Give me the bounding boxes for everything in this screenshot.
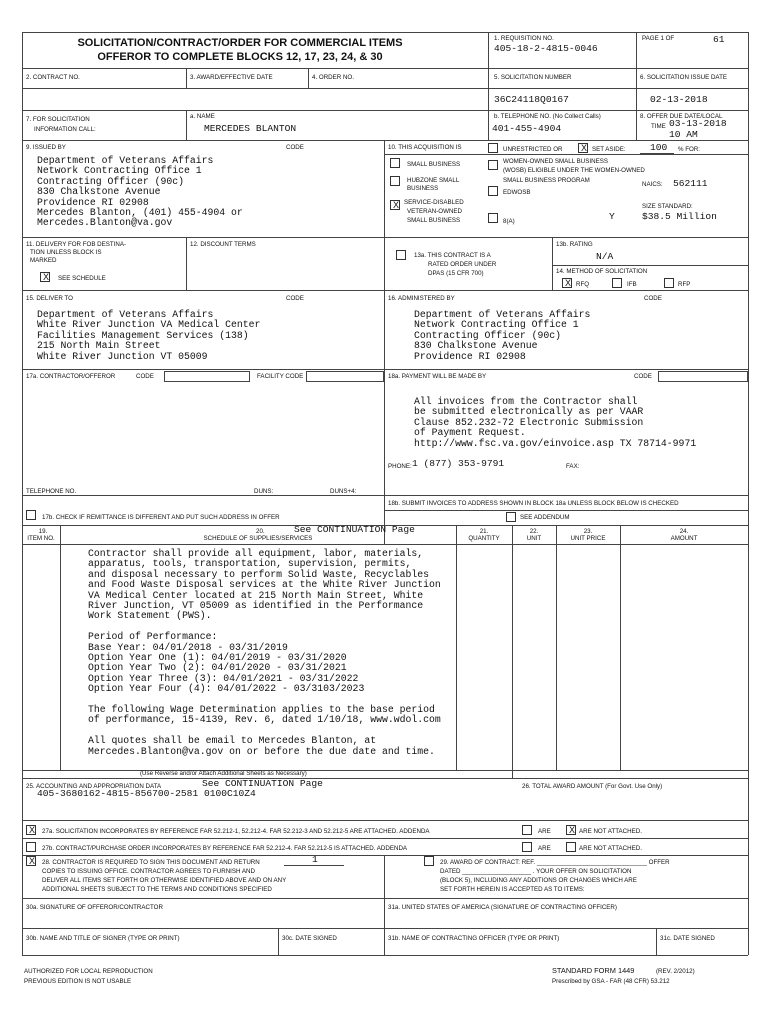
requisition-no-value[interactable]: 405-18-2-4815-0046	[494, 43, 598, 54]
accounting-data-value[interactable]: 405-3680162-4815-856700-2581 0100C10Z4	[37, 788, 256, 799]
rfp-label: RFP	[678, 281, 691, 288]
schedule-line: Work Statement (PWS).	[88, 610, 212, 622]
rfq-checkbox[interactable]	[562, 278, 572, 288]
total-award-label: 26. TOTAL AWARD AMOUNT (For Govt. Use Only)	[522, 783, 663, 790]
contractor-sign-label-3: DELIVER ALL ITEMS SET FORTH OR OTHERWISE IDENTIFIED ABOVE AND ON ANY	[42, 877, 287, 884]
col-quantity-1: 21.	[479, 528, 489, 535]
administered-by-code-label: CODE	[644, 295, 662, 302]
remittance-checkbox[interactable]	[26, 510, 36, 520]
schedule-line: Option Year Four (4): 04/01/2022 - 03/3103/2023	[88, 683, 365, 695]
payment-line: http://www.fsc.va.gov/einvoice.asp TX 78714-9971	[414, 437, 697, 449]
col-unit-1: 22.	[529, 528, 539, 535]
deliver-to-line: 215 North Main Street	[37, 340, 161, 352]
set-aside-mark: X	[580, 143, 587, 153]
col-schedule-1: 20.	[256, 528, 265, 535]
hubzone-checkbox[interactable]	[390, 176, 400, 186]
deliver-to-line: White River Junction VA Medical Center	[37, 319, 261, 331]
award-date-label: 3. AWARD/EFFECTIVE DATE	[190, 74, 273, 81]
issued-by-line: 830 Chalkstone Avenue	[37, 186, 161, 198]
remittance-label: 17b. CHECK IF REMITTANCE IS DIFFERENT AND PUT SUCH ADDRESS IN OFFER	[42, 514, 280, 521]
col-amount-1: 24.	[679, 528, 689, 535]
schedule-line: and disposal necessary to perform Solid Waste, Recyclables	[88, 568, 429, 580]
information-call-label: INFORMATION CALL:	[34, 126, 96, 133]
acquisition-label: 10. THIS ACQUISITION IS	[388, 144, 462, 151]
offeror-signature-label: 30a. SIGNATURE OF OFFEROR/CONTRACTOR	[26, 904, 163, 911]
telephone-value[interactable]: 401-455-4904	[492, 123, 562, 134]
contractor-sign-label-4: ADDITIONAL SHEETS SUBJECT TO THE TERMS AND CONDITIONS SPECIFIED	[42, 886, 272, 893]
schedule-line: of performance, 15-4139, Rev. 6, dated 1/10/18, www.wdol.com	[88, 714, 441, 726]
telephone-no-label: TELEPHONE NO.	[26, 488, 77, 495]
solicitation-incorporates-checkbox[interactable]	[26, 825, 36, 835]
issued-by-line: Department of Veterans Affairs	[37, 155, 214, 166]
28-mark: X	[28, 856, 35, 866]
co-name-label: 31b. NAME OF CONTRACTING OFFICER (TYPE OR PRINT)	[388, 935, 560, 942]
order-no-label: 4. ORDER NO.	[312, 74, 354, 81]
payment-code-input[interactable]	[658, 371, 748, 382]
delivery-fob-label-2: TION UNLESS BLOCK IS	[30, 249, 102, 256]
issued-by-line: Mercedes Blanton, (401) 455-4904 or	[37, 207, 243, 218]
signer-name-label: 30b. NAME AND TITLE OF SIGNER (TYPE OR PRINT)	[26, 935, 180, 942]
see-schedule-label: SEE SCHEDULE	[58, 275, 106, 282]
award-label-4: SET FORTH HEREIN IS ACCEPTED AS TO ITEMS:	[440, 886, 585, 893]
accounting-see-continuation: See CONTINUATION Page	[202, 778, 323, 789]
schedule-line: Option Year One (1): 04/01/2019 - 03/31/2020	[88, 652, 347, 663]
schedule-see-continuation: See CONTINUATION Page	[294, 524, 415, 535]
rfp-checkbox[interactable]	[664, 278, 674, 288]
27a-are-not-label: ARE NOT ATTACHED.	[579, 828, 642, 835]
offer-due-time-label: TIME	[651, 123, 666, 130]
schedule-line: All quotes shall be email to Mercedes Blanton, at	[88, 735, 377, 747]
payment-fax-label: FAX:	[566, 463, 580, 470]
footer-prescribed: Prescribed by GSA - FAR (48 CFR) 53.212	[552, 978, 670, 985]
size-standard-value[interactable]: $38.5 Million	[642, 211, 717, 222]
delivery-fob-label-3: MARKED	[30, 257, 57, 264]
wosb-label-1: WOMEN-OWNED SMALL BUSINESS	[503, 158, 608, 165]
edwosb-checkbox[interactable]	[488, 186, 498, 196]
contractor-label: 17a. CONTRACTOR/OFFEROR	[26, 373, 116, 380]
sdvosb-label-1: SERVICE-DISABLED	[404, 199, 464, 206]
contractor-sign-label-2: COPIES TO ISSUING OFFICE. CONTRACTOR AGREES TO FURNISH AND	[42, 868, 255, 875]
deliver-to-line: Department of Veterans Affairs	[37, 309, 214, 320]
award-label-2: DATED ____________________ . YOUR OFFER ON SOLICITATION	[440, 868, 632, 875]
contractor-sign-checkbox[interactable]	[26, 856, 36, 866]
award-label-3: (BLOCK 5), INCLUDING ANY ADDITIONS OR CHANGES WHICH ARE	[440, 877, 637, 884]
wosb-label-2: (WOSB) ELIGIBLE UNDER THE WOMEN-OWNED	[503, 167, 645, 174]
contract-incorporates-label: 27b. CONTRACT/PURCHASE ORDER INCORPORATES BY REFERENCE FAR 52.212-4. FAR 52.212-5 IS ATTACHED. ADDENDA	[42, 845, 408, 852]
rfq-label: RFQ	[576, 281, 590, 288]
hubzone-label-2: BUSINESS	[407, 185, 439, 192]
see-addendum-label: SEE ADDENDUM	[520, 514, 570, 521]
sdvosb-label-2: VETERAN-OWNED	[407, 208, 463, 215]
offer-due-time-value[interactable]: 10 AM	[669, 129, 698, 140]
eight-a-label: 8(A)	[503, 218, 515, 225]
footer-reproduction: AUTHORIZED FOR LOCAL REPRODUCTION	[24, 968, 153, 975]
unrestricted-label: UNRESTRICTED OR	[503, 146, 563, 153]
27a-are-not-mark: X	[568, 825, 575, 835]
col-unit-price-2: UNIT PRICE	[570, 535, 606, 542]
schedule-line: Base Year: 04/01/2018 - 03/31/2019	[88, 641, 288, 653]
contractor-code-input[interactable]	[164, 371, 250, 382]
deliver-to-line: White River Junction VT 05009	[37, 350, 208, 362]
deliver-to-label: 15. DELIVER TO	[26, 295, 73, 302]
27a-are-checkbox[interactable]	[522, 825, 532, 835]
co-signature-label: 31a. UNITED STATES OF AMERICA (SIGNATURE OF CONTRACTING OFFICER)	[388, 904, 617, 911]
deliver-to-code-label: CODE	[286, 295, 304, 302]
unrestricted-checkbox[interactable]	[488, 143, 498, 153]
for-solicitation-label: 7. FOR SOLICITATION	[26, 116, 90, 123]
administered-by-line: Providence RI 02908	[414, 350, 526, 362]
schedule-line: apparatus, tools, transportation, supervision, permits,	[88, 558, 412, 570]
col-schedule-2: SCHEDULE OF SUPPLIES/SERVICES	[203, 535, 313, 542]
payment-code-label: CODE	[634, 373, 652, 380]
sdvosb-mark: X	[392, 200, 399, 210]
payment-line: All invoices from the Contractor shall	[414, 396, 638, 407]
payment-phone-value[interactable]: 1 (877) 353-9791	[412, 458, 505, 469]
footer-form-number: STANDARD FORM 1449	[552, 966, 635, 975]
copies-value[interactable]: 1	[312, 854, 318, 865]
see-schedule-mark: X	[42, 272, 49, 282]
27a-are-label: ARE	[538, 828, 551, 835]
total-pages-value: 61	[713, 34, 725, 45]
award-label-1: 29. AWARD OF CONTRACT: REF. ________________________________ OFFER	[440, 859, 670, 866]
footer-revision: (REV. 2/2012)	[656, 968, 695, 975]
schedule-line: Mercedes.Blanton@va.gov on or before the due date and time.	[88, 745, 435, 757]
rated-order-checkbox[interactable]	[396, 250, 406, 260]
facility-code-input[interactable]	[306, 371, 384, 382]
contract-incorporates-checkbox[interactable]	[26, 842, 36, 852]
issued-by-label: 9. ISSUED BY	[26, 144, 66, 151]
name-label: a. NAME	[190, 113, 215, 120]
size-standard-label: SIZE STANDARD:	[642, 203, 693, 210]
small-business-label: SMALL BUSINESS	[407, 161, 461, 168]
schedule-line: The following Wage Determination applies to the base period	[88, 704, 435, 715]
wosb-label-3: SMALL BUSINESS PROGRAM	[503, 177, 590, 184]
administered-by-line: Department of Veterans Affairs	[414, 309, 591, 320]
page-of-label: PAGE 1 OF	[642, 35, 675, 42]
payment-by-label: 18a. PAYMENT WILL BE MADE BY	[388, 373, 487, 380]
contractor-code-label: CODE	[136, 373, 154, 380]
rating-label: 13b. RATING	[556, 241, 593, 248]
see-schedule-checkbox[interactable]	[40, 272, 50, 282]
eight-a-checkbox[interactable]	[488, 213, 498, 223]
naics-label: NAICS:	[642, 181, 663, 188]
27b-are-not-label: ARE NOT ATTACHED.	[579, 845, 642, 852]
set-aside-percent-value[interactable]: 100	[650, 142, 668, 153]
issued-by-code-label: CODE	[286, 144, 304, 151]
delivery-fob-label-1: 11. DELIVERY FOR FOB DESTINA-	[26, 241, 127, 248]
award-of-contract-checkbox[interactable]	[424, 856, 434, 866]
deliver-to-line: Facilities Management Services (138)	[37, 329, 249, 341]
footer-previous-edition: PREVIOUS EDITION IS NOT USABLE	[24, 978, 132, 985]
hubzone-label-1: HUBZONE SMALL	[407, 177, 460, 184]
issued-by-line: Mercedes.Blanton@va.gov	[37, 217, 173, 229]
schedule-line: VA Medical Center located at 215 North Main Street, White	[88, 589, 424, 601]
sdvosb-checkbox[interactable]	[390, 200, 400, 210]
duns4-label: DUNS+4:	[330, 488, 357, 495]
percent-for-label: % FOR:	[678, 146, 701, 153]
col-item-no-1: 19.	[38, 528, 48, 535]
form-title-line-1: SOLICITATION/CONTRACT/ORDER FOR COMMERCIAL ITEMS	[77, 37, 403, 49]
method-of-solicitation-label: 14. METHOD OF SOLICITATION	[556, 268, 648, 275]
payment-line: Clause 852.232-72 Electronic Submission	[414, 416, 644, 428]
schedule-line: and Food Waste Disposal services at the White River Junction	[88, 579, 441, 591]
offer-due-label: 8. OFFER DUE DATE/LOCAL	[640, 113, 723, 120]
col-item-no-2: ITEM NO.	[27, 535, 55, 542]
eight-a-value: Y	[609, 211, 615, 222]
solicitation-incorporates-label: 27a. SOLICITATION INCORPORATES BY REFERENCE FAR 52.212-1, 52.212-4. FAR 52.212-3 AND 52.212-5 ARE ATTACHED. ADDENDA	[42, 828, 430, 835]
facility-code-label: FACILITY CODE	[257, 373, 304, 380]
signer-date-label: 30c. DATE SIGNED	[282, 935, 337, 942]
solicitation-no-label: 5. SOLICITATION NUMBER	[494, 74, 572, 81]
payment-phone-label: PHONE:	[388, 463, 412, 470]
schedule-line: Period of Performance:	[88, 631, 218, 643]
rating-value[interactable]: N/A	[596, 251, 614, 262]
administered-by-line: Network Contracting Office 1	[414, 319, 579, 331]
wosb-checkbox[interactable]	[488, 160, 498, 170]
rfq-mark: X	[564, 278, 571, 288]
schedule-line: River Junction, VT 05009 as identified in the Performance	[88, 600, 424, 611]
small-business-checkbox[interactable]	[390, 158, 400, 168]
rated-order-label-3: DPAS (15 CFR 700)	[428, 270, 484, 277]
duns-label: DUNS:	[254, 488, 274, 495]
see-addendum-checkbox[interactable]	[506, 512, 516, 522]
requisition-no-label: 1. REQUISITION NO.	[494, 35, 554, 42]
27b-are-checkbox[interactable]	[522, 842, 532, 852]
ifb-checkbox[interactable]	[612, 278, 622, 288]
col-amount-2: AMOUNT	[670, 535, 698, 542]
col-quantity-2: QUANTITY	[468, 535, 500, 542]
co-date-label: 31c. DATE SIGNED	[660, 935, 715, 942]
submit-invoices-label: 18b. SUBMIT INVOICES TO ADDRESS SHOWN IN BLOCK 18a UNLESS BLOCK BELOW IS CHECKED	[388, 500, 679, 507]
set-aside-checkbox[interactable]	[578, 143, 588, 153]
accounting-label: 25. ACCOUNTING AND APPROPRIATION DATA	[26, 783, 162, 790]
col-unit-price-1: 23.	[583, 528, 593, 535]
schedule-line: Option Year Two (2): 04/01/2020 - 03/31/2021	[88, 662, 347, 674]
offer-due-date-value[interactable]: 03-13-2018	[669, 118, 727, 129]
administered-by-line: 830 Chalkstone Avenue	[414, 340, 538, 352]
col-unit-2: UNIT	[526, 535, 542, 542]
edwosb-label: EDWOSB	[503, 189, 531, 196]
schedule-line: Contractor shall provide all equipment, labor, materials,	[88, 548, 424, 559]
administered-by-line: Contracting Officer (90c)	[414, 329, 561, 341]
naics-value[interactable]: 562111	[673, 178, 708, 189]
27a-mark: X	[28, 825, 35, 835]
rated-order-label-1: 13a. THIS CONTRACT IS A	[414, 252, 491, 259]
set-aside-label: SET ASIDE:	[592, 146, 626, 153]
reverse-note: (Use Reverse and/or Attach Additional Sheets as Necessary)	[140, 770, 307, 777]
issue-date-label: 6. SOLICITATION ISSUE DATE	[640, 74, 727, 81]
issued-by-line: Providence RI 02908	[37, 196, 149, 208]
ifb-label: IFB	[627, 281, 637, 288]
telephone-label: b. TELEPHONE NO. (No Collect Calls)	[494, 113, 601, 120]
27a-are-not-checkbox[interactable]	[566, 825, 576, 835]
solicitation-no-value[interactable]: 36C24118Q0167	[494, 94, 569, 105]
rated-order-label-2: RATED ORDER UNDER	[428, 261, 497, 268]
issued-by-line: Contracting Officer (90c)	[37, 175, 184, 187]
payment-line: of Payment Request.	[414, 427, 526, 439]
contact-name-value[interactable]: MERCEDES BLANTON	[204, 123, 297, 134]
contractor-sign-label-1: 28. CONTRACTOR IS REQUIRED TO SIGN THIS DOCUMENT AND RETURN	[42, 859, 260, 866]
issue-date-value[interactable]: 02-13-2018	[650, 94, 708, 105]
discount-terms-label: 12. DISCOUNT TERMS	[190, 241, 256, 248]
sdvosb-label-3: SMALL BUSINESS	[407, 217, 461, 224]
administered-by-label: 16. ADMINISTERED BY	[388, 295, 455, 302]
27b-are-label: ARE	[538, 845, 551, 852]
form-title-line-2: OFFEROR TO COMPLETE BLOCKS 12, 17, 23, 24, & 30	[97, 51, 383, 63]
issued-by-line: Network Contracting Office 1	[37, 165, 202, 177]
payment-line: be submitted electronically as per VAAR	[414, 406, 644, 418]
contract-no-label: 2. CONTRACT NO.	[26, 74, 80, 81]
schedule-line: Option Year Three (3): 04/01/2021 - 03/31/2022	[88, 672, 359, 684]
27b-are-not-checkbox[interactable]	[566, 842, 576, 852]
